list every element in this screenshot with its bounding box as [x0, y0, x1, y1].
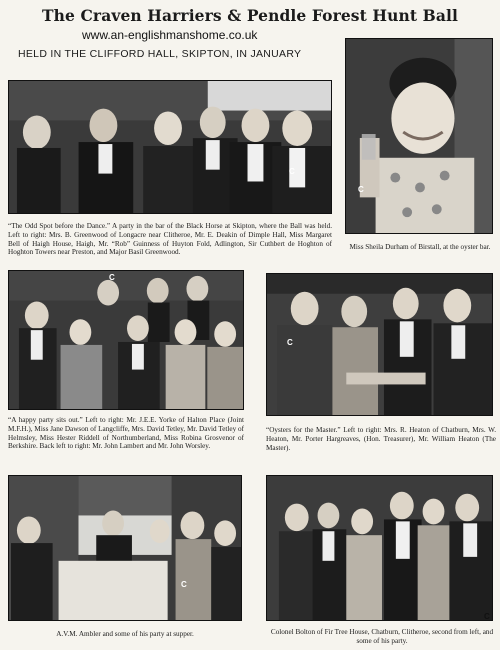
caption-oysters-master: “Oysters for the Master.” Left to right: Mrs. R. Heaton of Chatburn, Mrs. W. Heaton, Mr. Porter Hargreaves, (Hon. Treasurer), Mr. William Heaton (The Master). — [266, 426, 496, 452]
event-subtitle: HELD IN THE CLIFFORD HALL, SKIPTON, IN JANUARY — [18, 48, 302, 60]
caption-supper-party: A.V.M. Ambler and some of his party at supper. — [56, 630, 194, 638]
photo-oyster-bar-girl — [345, 38, 493, 234]
photo-oysters-master — [266, 273, 493, 416]
caption-bar-party: “The Odd Spot before the Dance.” A party in the bar of the Black Horse at Skipton, where the Ball was held. Left to right: Mrs. B. Greenwood of Longacre near Clitheroe, Mr. E. Deakin of Dimple Hall, Miss Margaret Bell of Haigh House, Haigh, Mr. “Rob” Guinness of Huyton Fold, Adlington, Sir Cuthbert de Hoghton of Hoghton Towers near Preston, and Major Basil Greenwood. — [8, 222, 332, 257]
photo-colonel-bolton-party — [266, 475, 493, 621]
c-mark: C — [289, 167, 295, 176]
caption-oyster-bar-girl: Miss Sheila Durham of Birstall, at the oyster bar. — [349, 243, 491, 251]
photo-party-sits-out — [8, 270, 244, 410]
c-mark: C — [358, 185, 364, 194]
c-mark: C — [484, 612, 490, 621]
c-mark: C — [109, 273, 115, 282]
caption-colonel-bolton-party: Colonel Bolton of Fir Tree House, Chatburn, Clitheroe, second from left, and some of his party. — [270, 628, 494, 645]
watermark-url: www.an-englishmanshome.co.uk — [82, 28, 258, 42]
caption-party-sits-out: “A happy party sits out.” Left to right: Mr. J.E.E. Yorke of Halton Place (Joint M.F.H.), Miss Jane Dawson of Langcliffe, Mrs. David Tetley, Mr. David Tetley of Helmsley, Miss Hester Riddell of Northumberland, Miss Robina Grosvenor of Berkshire. Back left to right: Mr. John Lambert and Mr. John Worsley. — [8, 416, 244, 451]
c-mark: C — [287, 338, 293, 347]
photo-supper-party — [8, 475, 242, 621]
page-title: The Craven Harriers & Pendle Forest Hunt Ball — [42, 6, 458, 25]
photo-bar-party — [8, 80, 332, 214]
c-mark: C — [181, 580, 187, 589]
